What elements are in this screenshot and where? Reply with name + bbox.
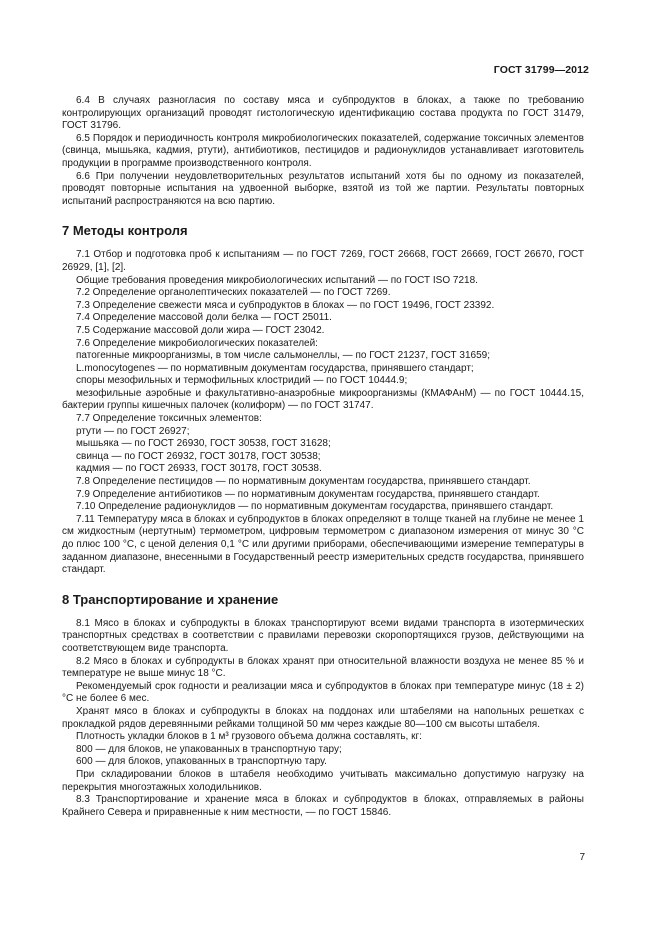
- paragraph: 8.2 Мясо в блоках и субпродукты в блоках хранят при относительной влажности воздуха не менее 85 % и температуре не выше минус 18 °С.: [62, 655, 584, 680]
- paragraph: 7.10 Определение радионуклидов — по нормативным документам государства, принявшего стандарт.: [76, 501, 554, 513]
- paragraph: ртути — по ГОСТ 26927;: [76, 425, 190, 437]
- section-7: [62, 249, 584, 576]
- paragraph: 7.9 Определение антибиотиков — по нормативным документам государства, принявшего стандарт.: [76, 488, 540, 500]
- document-code: ГОСТ 31799—2012: [493, 64, 589, 76]
- paragraph: 6.4 В случаях разногласия по составу мяса и субпродуктов в блоках, а также по требованию контролирующих организаций проводят гистологическую идентификацию состава продукта по ГОСТ 31479, ГОСТ 31796.: [62, 95, 584, 132]
- paragraph: кадмия — по ГОСТ 26933, ГОСТ 30178, ГОСТ 30538.: [76, 463, 322, 475]
- paragraph: При складировании блоков в штабеля необходимо учитывать максимально допустимую нагрузку на перекрытия многоэтажных холодильников.: [62, 768, 584, 793]
- paragraph: 6.5 Порядок и периодичность контроля микробиологических показателей, содержание токсичных элементов (свинца, мышьяка, кадмия, ртути), антибиотиков, пестицидов и радионуклидов устанавливает изготовитель продукции в программе производственного контроля.: [62, 132, 584, 169]
- paragraph: 800 — для блоков, не упакованных в транспортную тару;: [76, 743, 342, 755]
- paragraph: Плотность укладки блоков в 1 м³ грузового объема должна составлять, кг:: [76, 731, 422, 743]
- paragraph: Рекомендуемый срок годности и реализации мяса и субпродуктов в блоках при температуре минус (18 ± 2) °С не более 6 мес.: [62, 680, 584, 705]
- paragraph: Хранят мясо в блоках и субпродукты в блоках на поддонах или штабелями на напольных решетках с прокладкой рядов деревянными рейками толщиной 50 мм через каждые 80—100 см высоты штабеля.: [62, 705, 584, 730]
- paragraph: 7.6 Определение микробиологических показателей:: [76, 337, 318, 349]
- document-body: [62, 95, 584, 819]
- paragraph: 6.6 При получении неудовлетворительных результатов испытаний хотя бы по одному из показателей, проводят повторные испытания на удвоенной выборке, взятой из той же партии. Результаты повторных испытаний распространяются на всю партию.: [62, 170, 584, 207]
- section-6-continuation: [62, 95, 584, 208]
- paragraph: патогенные микроорганизмы, в том числе сальмонеллы, — по ГОСТ 21237, ГОСТ 31659;: [76, 350, 490, 362]
- paragraph: L.monocytogenes — по нормативным документам государства, принявшего стандарт;: [76, 362, 474, 374]
- section-8-heading: 8 Транспортирование и хранение: [62, 591, 279, 607]
- paragraph: 8.1 Мясо в блоках и субпродукты в блоках транспортируют всеми видами транспорта в изотермических транспортных средствах в соответствии с правилами перевозки скоропортящихся грузов, действующими на соответствующем виде транспорта.: [62, 617, 584, 654]
- paragraph: Общие требования проведения микробиологических испытаний — по ГОСТ ISO 7218.: [76, 274, 478, 286]
- paragraph: 7.8 Определение пестицидов — по нормативным документам государства, принявшего стандарт.: [76, 476, 531, 488]
- paragraph: 600 — для блоков, упакованных в транспортную тару.: [76, 756, 327, 768]
- paragraph: 8.3 Транспортирование и хранение мяса в блоках и субпродуктов в блоках, отправляемых в районы Крайнего Севера и приравненные к ним местности, — по ГОСТ 15846.: [62, 794, 584, 818]
- page-number: 7: [579, 852, 585, 863]
- paragraph: 7.2 Определение органолептических показателей — по ГОСТ 7269.: [76, 287, 391, 299]
- paragraph: 7.3 Определение свежести мяса и субпродуктов в блоках — по ГОСТ 19496, ГОСТ 23392.: [76, 299, 495, 311]
- section-8: [62, 618, 584, 820]
- paragraph: 7.4 Определение массовой доли белка — ГОСТ 25011.: [76, 312, 332, 324]
- paragraph: мезофильные аэробные и факультативно-анаэробные микроорганизмы (КМАФАнМ) — по ГОСТ 10444.15, бактерии группы кишечных палочек (колиформ) — по ГОСТ 31747.: [62, 387, 584, 412]
- paragraph: 7.5 Содержание массовой доли жира — ГОСТ 23042.: [76, 324, 325, 336]
- paragraph: свинца — по ГОСТ 26932, ГОСТ 30178, ГОСТ 30538;: [76, 450, 321, 462]
- paragraph: мышьяка — по ГОСТ 26930, ГОСТ 30538, ГОСТ 31628;: [76, 438, 331, 450]
- paragraph: 7.7 Определение токсичных элементов:: [76, 413, 262, 425]
- section-7-heading: 7 Методы контроля: [62, 223, 188, 239]
- paragraph: 7.11 Температуру мяса в блоках и субпродуктов в блоках определяют в толще тканей на глубине не менее 1 см жидкостным (нертутным) термометром, цифровым термометром с диапазоном измерения от минус 30 °С до плюс 100 °С, с ценой деления 0,1 °С или другими приборами, обеспечивающими измерение температуры в заданном диапазоне, внесенными в Государственный реестр измерительных средств государства, принявшего стандарт.: [62, 513, 584, 576]
- paragraph: 7.1 Отбор и подготовка проб к испытаниям — по ГОСТ 7269, ГОСТ 26668, ГОСТ 26669, ГОСТ 26670, ГОСТ 26929, [1], [2].: [62, 249, 584, 273]
- paragraph: споры мезофильных и термофильных клостридий — по ГОСТ 10444.9;: [76, 375, 408, 387]
